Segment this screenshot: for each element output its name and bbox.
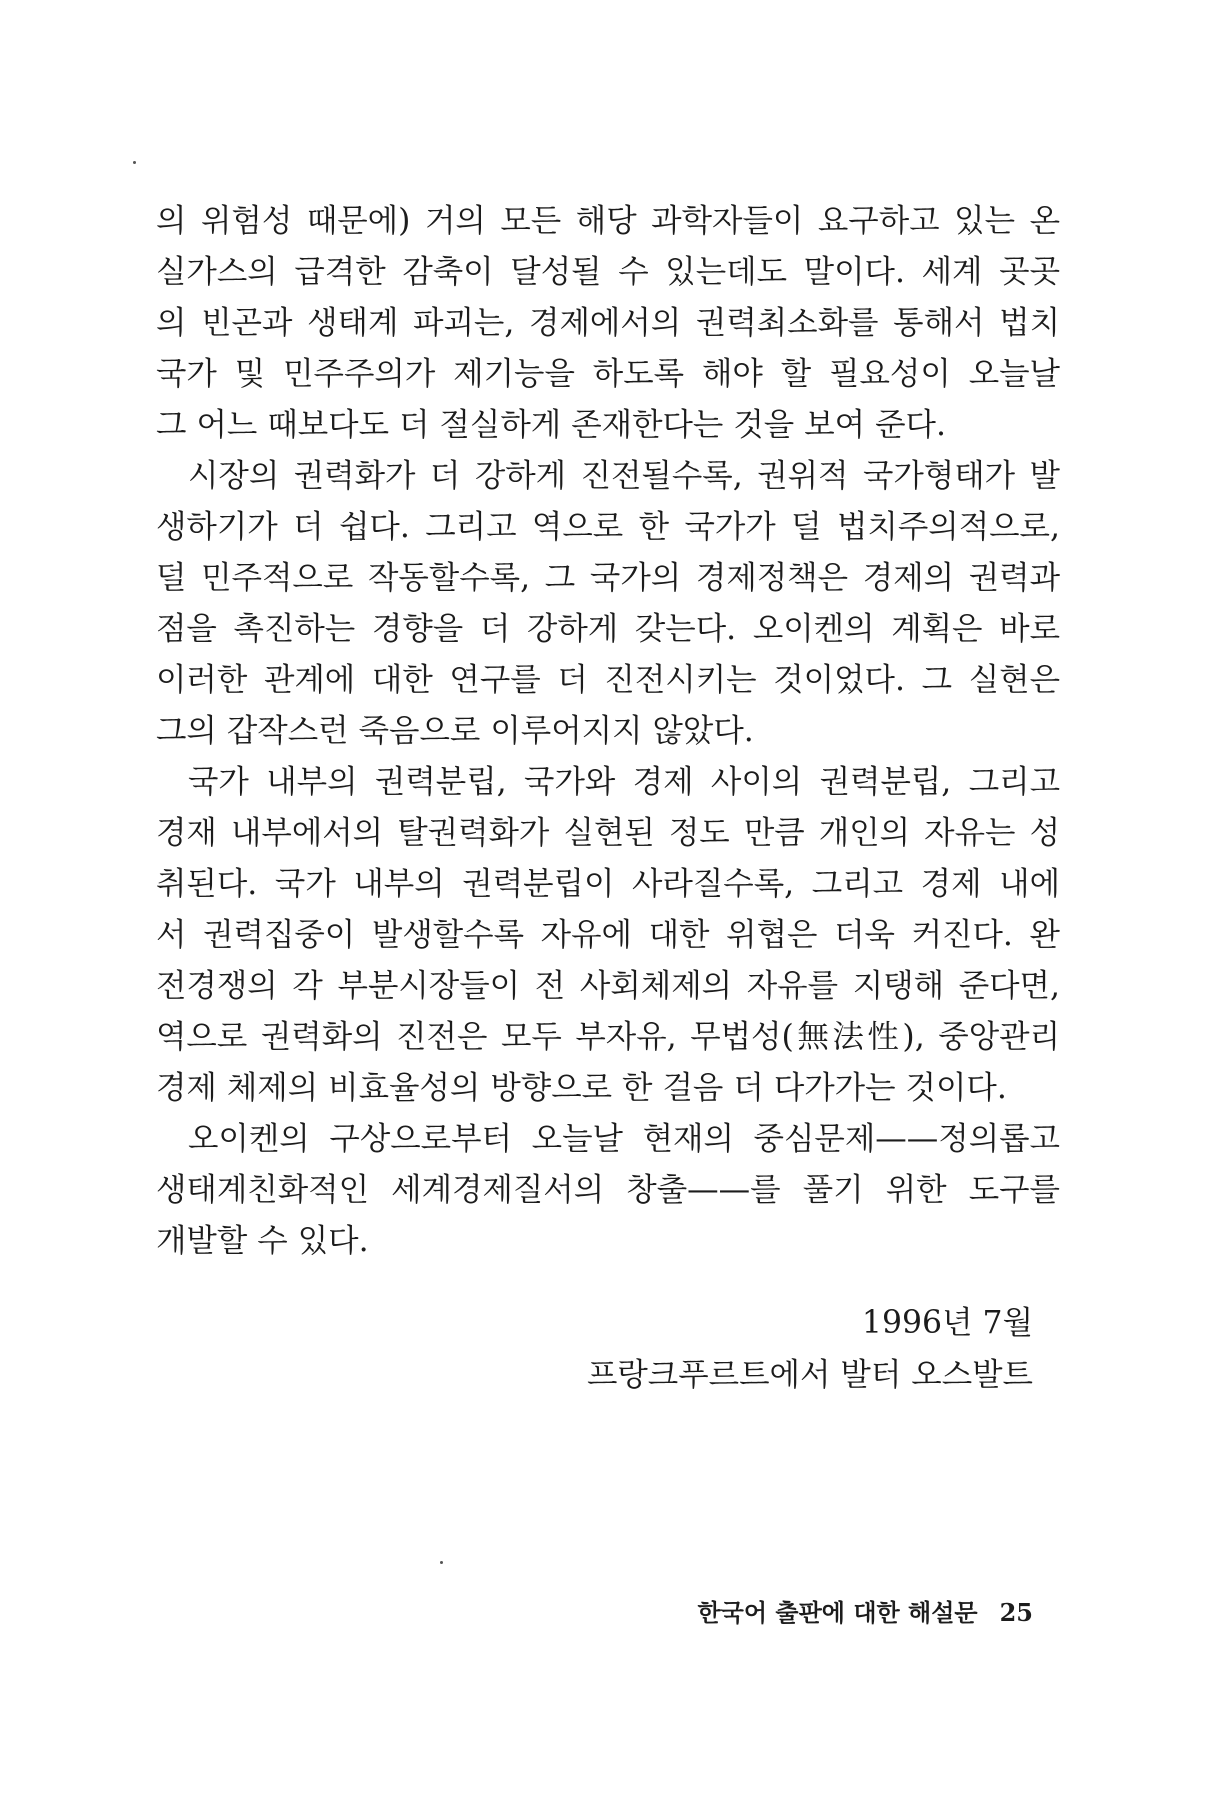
text-line: 덜 민주적으로 작동할수록, 그 국가의 경제정책은 경제의 권력과 <box>156 560 1060 596</box>
running-footer <box>156 1596 1033 1630</box>
text-line: 국가 및 민주주의가 제기능을 하도록 해야 할 필요성이 오늘날 <box>156 356 1060 392</box>
footer-title: 한국어 출판에 대한 해설문 <box>697 1599 978 1627</box>
text-line: 오이켄의 구상으로부터 오늘날 현재의 중심문제——정의롭고 <box>188 1121 1060 1157</box>
text-line: 의 빈곤과 생태계 파괴는, 경제에서의 권력최소화를 통해서 법치 <box>156 305 1060 341</box>
text-line: 시장의 권력화가 더 강하게 진전될수록, 권위적 국가형태가 발 <box>188 458 1060 494</box>
text-line: 생하기가 더 쉽다. 그리고 역으로 한 국가가 덜 법치주의적으로, <box>156 509 1060 545</box>
text-line: 경재 내부에서의 탈권력화가 실현된 정도 만큼 개인의 자유는 성 <box>156 815 1060 851</box>
text-line: 실가스의 급격한 감축이 달성될 수 있는데도 말이다. 세계 곳곳 <box>156 254 1060 290</box>
text-line: 그의 갑작스런 죽음으로 이루어지지 않았다. <box>156 713 754 749</box>
text-line: 의 위험성 때문에) 거의 모든 해당 과학자들이 요구하고 있는 온 <box>156 203 1060 239</box>
text-line: 이러한 관계에 대한 연구를 더 진전시키는 것이었다. 그 실현은 <box>156 662 1060 698</box>
page-number: 25 <box>999 1598 1033 1627</box>
text-line: 서 권력집중이 발생할수록 자유에 대한 위협은 더욱 커진다. 완 <box>156 917 1060 953</box>
signature-date: 1996년 7월 <box>861 1305 1033 1341</box>
text-line: 국가 내부의 권력분립, 국가와 경제 사이의 권력분립, 그리고 <box>188 764 1060 800</box>
text-line: 경제 체제의 비효율성의 방향으로 한 걸음 더 다가가는 것이다. <box>156 1070 1007 1106</box>
text-line: 생태계친화적인 세계경제질서의 창출——를 풀기 위한 도구를 <box>156 1172 1060 1208</box>
text-line: 취된다. 국가 내부의 권력분립이 사라질수록, 그리고 경제 내에 <box>156 866 1060 902</box>
body-text <box>156 196 1060 1267</box>
text-line: 개발할 수 있다. <box>156 1223 369 1259</box>
text-line: 역으로 권력화의 진전은 모두 부자유, 무법성(無法性), 중앙관리 <box>156 1019 1060 1055</box>
text-line: 그 어느 때보다도 더 절실하게 존재한다는 것을 보여 준다. <box>156 407 946 443</box>
scan-speck <box>440 1561 443 1564</box>
text-line: 전경쟁의 각 부분시장들이 전 사회체제의 자유를 지탱해 준다면, <box>156 968 1060 1004</box>
signature-place: 프랑크푸르트에서 발터 오스발트 <box>586 1357 1033 1393</box>
text-line: 점을 촉진하는 경향을 더 강하게 갖는다. 오이켄의 계획은 바로 <box>156 611 1060 647</box>
scan-speck <box>133 161 136 164</box>
